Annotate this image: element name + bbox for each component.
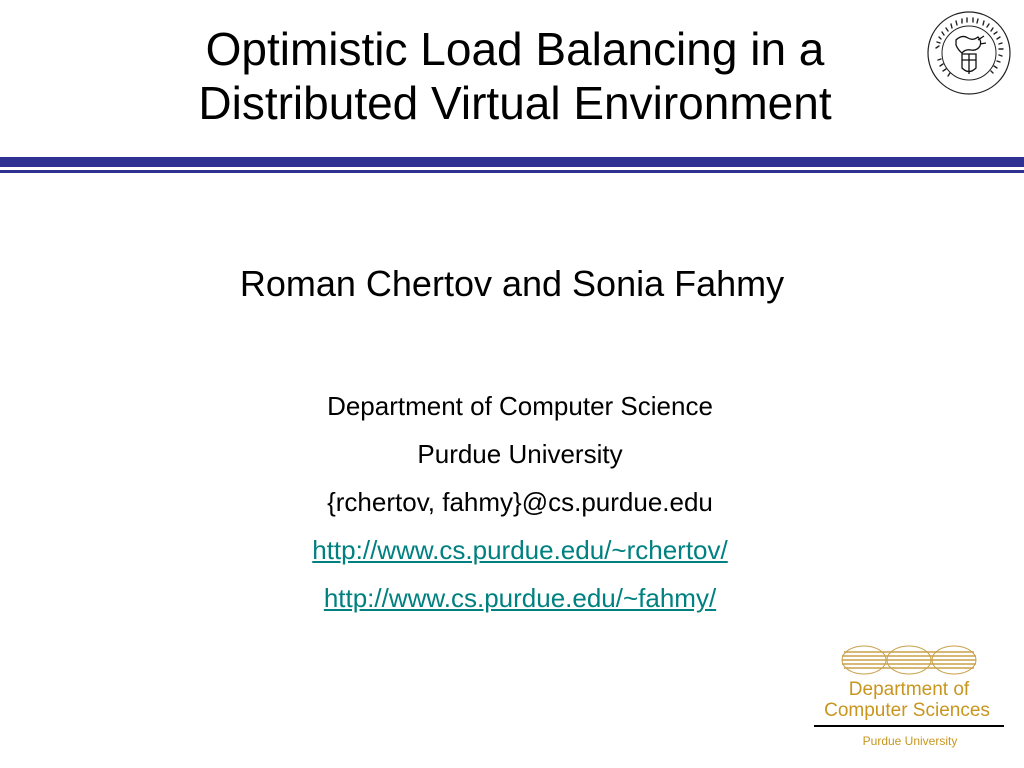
slide-title-line-1: Optimistic Load Balancing in a [205, 23, 825, 75]
university-name: Purdue University [417, 439, 623, 469]
dept-logo-line-3: Purdue University [862, 734, 958, 748]
affiliation-block [0, 382, 1024, 622]
dept-logo-line-2: Computer Sciences [824, 700, 990, 721]
slide-title-line-2: Distributed Virtual Environment [198, 77, 832, 129]
slide-title [110, 22, 920, 130]
purdue-seal-icon [926, 10, 1012, 96]
dept-computer-sciences-logo-icon [808, 642, 1010, 752]
department-name: Department of Computer Science [327, 391, 713, 421]
email-addresses: {rchertov, fahmy}@cs.purdue.edu [327, 487, 713, 517]
dept-logo-line-1: Department of [848, 679, 970, 700]
homepage-link-fahmy[interactable]: http://www.cs.purdue.edu/~fahmy/ [323, 583, 717, 613]
title-divider-thick [0, 157, 1024, 167]
authors: Roman Chertov and Sonia Fahmy [239, 263, 785, 304]
title-divider-thin [0, 170, 1024, 173]
homepage-link-rchertov[interactable]: http://www.cs.purdue.edu/~rchertov/ [312, 535, 728, 565]
